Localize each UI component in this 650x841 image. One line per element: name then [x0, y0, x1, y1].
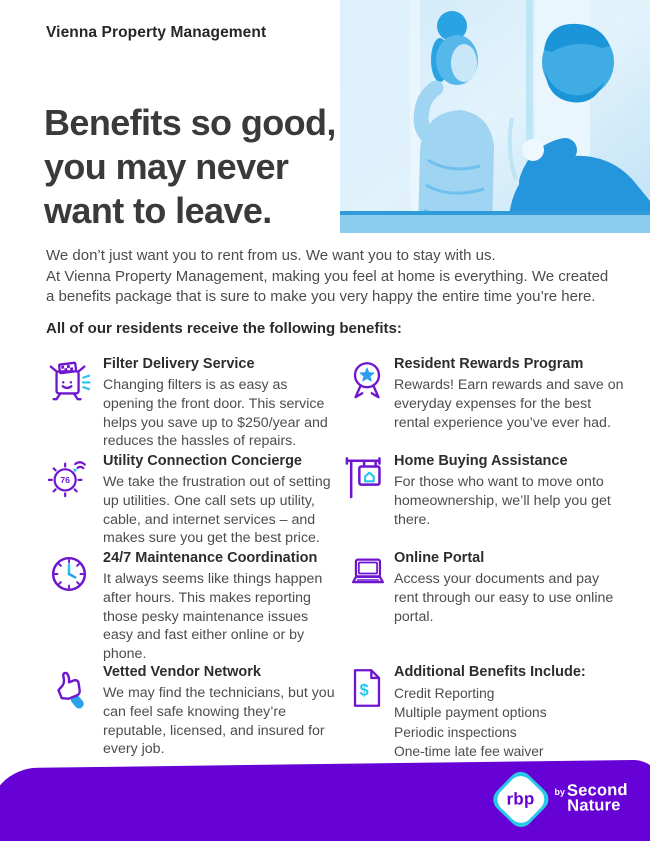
- benefit-additional: [344, 664, 628, 762]
- benefit-title: Vetted Vendor Network: [103, 663, 261, 680]
- headline-line-3: want to leave.: [44, 190, 272, 231]
- benefit-resident-rewards: [344, 356, 628, 453]
- home-buying-icon: [344, 454, 390, 500]
- rbp-logo-text: rbp: [506, 789, 535, 809]
- intro-line-2: At Vienna Property Management, making you feel at home is everything. We created a benefits package that is sure to make you very happy the entire time you’re here.: [46, 267, 609, 305]
- additional-benefits-dollar-icon: [344, 665, 390, 711]
- benefit-title: Resident Rewards Program: [394, 356, 584, 372]
- thermostat-temp-label: 76: [60, 475, 70, 486]
- brand-header: Vienna Property Management: [46, 24, 267, 41]
- hero-photo: [340, 0, 650, 233]
- benefits-heading: All of our residents receive the following benefits:: [46, 320, 402, 337]
- benefit-body: Rewards! Earn rewards and save on everyday expenses for the best rental experience you’ve ever had.: [394, 377, 624, 431]
- maintenance-clock-icon: [46, 551, 92, 597]
- footer-bar: [0, 760, 650, 841]
- benefits-grid: [46, 356, 628, 762]
- benefit-title: Online Portal: [394, 550, 485, 566]
- intro-line-1: We don’t just want you to rent from us. We want you to stay with us.: [46, 247, 496, 264]
- brand-word-nature: Nature: [567, 796, 621, 815]
- additional-item: Periodic inspections: [394, 724, 517, 740]
- by-label: by: [554, 786, 566, 797]
- online-portal-laptop-icon: [344, 551, 390, 597]
- benefit-title: 24/7 Maintenance Coordination: [103, 550, 318, 566]
- filter-delivery-icon: [46, 357, 92, 403]
- rbp-logo-badge: [495, 774, 546, 825]
- benefit-title: Utility Connection Concierge: [103, 453, 302, 469]
- benefit-body: Changing filters is as easy as opening the front door. This service helps you save up to $250/year and reduces the hassles of repairs.: [103, 377, 328, 450]
- benefit-maintenance: [46, 550, 344, 664]
- second-nature-wordmark: [554, 783, 628, 814]
- benefit-body: Access your documents and pay rent through our easy to use online portal.: [394, 571, 614, 625]
- utility-concierge-icon: [46, 454, 92, 500]
- resident-rewards-icon: [344, 357, 390, 403]
- benefit-body: We may find the technicians, but you can feel safe knowing they’re reputable, licensed, and insured for every job.: [103, 684, 335, 758]
- intro-paragraph: [46, 246, 612, 308]
- headline-line-2: you may never: [44, 146, 289, 187]
- benefit-utility-concierge: [46, 453, 344, 550]
- benefit-vetted-vendor: [46, 664, 344, 762]
- headline: [44, 101, 336, 233]
- additional-item: Multiple payment options: [394, 705, 547, 721]
- brand-word-second: Second: [566, 781, 628, 800]
- benefit-body: It always seems like things happen after hours. This makes reporting those pesky maintenance issues easy and fast either online or by phone.: [103, 571, 323, 663]
- benefit-title: Home Buying Assistance: [394, 453, 568, 469]
- benefit-home-buying: [344, 453, 628, 550]
- benefit-body: For those who want to move onto homeownership, we’ll help you get there.: [394, 474, 611, 528]
- headline-line-1: Benefits so good,: [44, 102, 336, 143]
- benefit-title: Additional Benefits Include:: [394, 663, 586, 680]
- benefit-title: Filter Delivery Service: [103, 356, 255, 372]
- benefit-online-portal: [344, 550, 628, 664]
- additional-item: Credit Reporting: [394, 685, 495, 701]
- benefit-filter-delivery: [46, 356, 344, 453]
- benefit-body: We take the frustration out of setting up utilities. One call sets up utility, cable, and internet services – and makes sure you get the best price.: [103, 474, 331, 547]
- dollar-glyph: $: [359, 681, 369, 700]
- additional-item: One-time late fee waiver: [394, 744, 544, 760]
- footer-logo: [495, 773, 628, 825]
- vetted-vendor-thumbs-up-icon: [46, 665, 92, 711]
